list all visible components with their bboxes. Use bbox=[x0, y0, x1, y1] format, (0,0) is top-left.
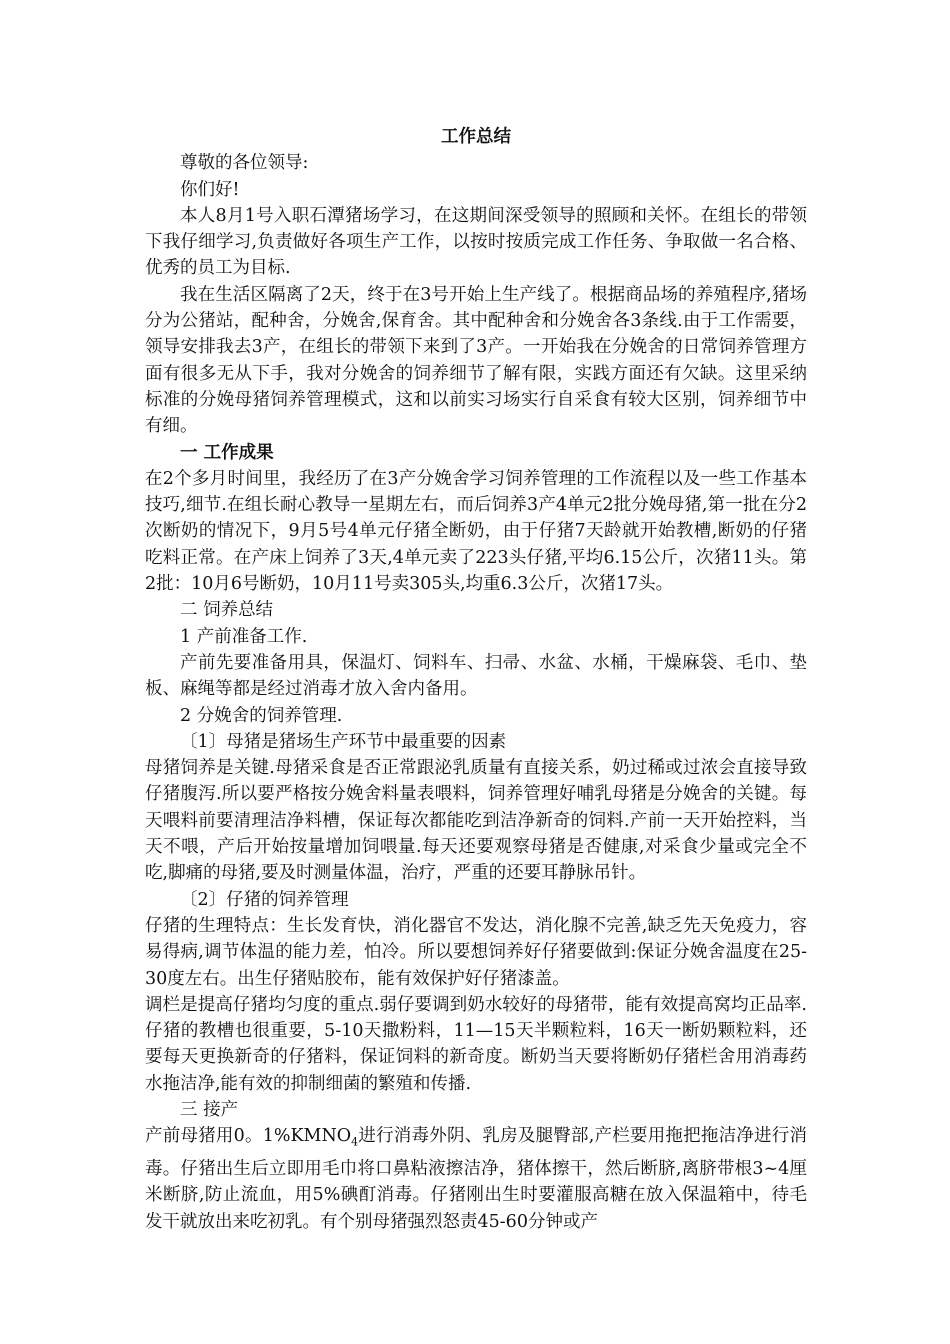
item-2-sub-1-paragraph: 母猪饲养是关键.母猪采食是否正常跟泌乳质量有直接关系，奶过稀或过浓会直接导致仔猪腹泻.所以要严格按分娩舍料量表喂料，饲养管理好哺乳母猪是分娩舍的关键。每天喂料前要清理洁净料槽，保证每次都能吃到洁净新奇的饲料.产前一天开始控料，当天不喂，产后开始按量增加饲喂量.每天还要观察母猪是否健康,对采食少量或完全不吃,脚痛的母猪,要及时测量体温，治疗，严重的还要耳静脉吊针。 bbox=[145, 758, 807, 884]
item-2-sub-2-paragraph-2: 调栏是提高仔猪均匀度的重点.弱仔要调到奶水较好的母猪带，能有效提高窝均正品率.仔猪的教槽也很重要，5-10天撒粉料，11—15天半颗粒料，16天一断奶颗粒料，还要每天更换新奇的仔猪料，保证饲料的新奇度。断奶当天要将断奶仔猪栏舍用消毒药水拖洁净,能有效的抑制细菌的繁殖和传播. bbox=[145, 994, 807, 1094]
section-3-heading: 三 接产 bbox=[180, 1099, 239, 1120]
section-1-heading: 一 工作成果 bbox=[180, 442, 274, 463]
intro-paragraph-1: 本人8月1号入职石潭猪场学习，在这期间深受领导的照顾和关怀。在组长的带领下我仔细学习,负责做好各项生产工作，以按时按质完成工作任务、争取做一名合格、优秀的员工为目标. bbox=[145, 205, 807, 279]
item-1-heading: 1 产前准备工作. bbox=[180, 626, 308, 647]
section-1-paragraph: 在2个多月时间里，我经历了在3产分娩舍学习饲养管理的工作流程以及一些工作基本技巧,细节.在组长耐心教导一星期左右，而后饲养3产4单元2批分娩母猪,第一批在分2次断奶的情况下，9月5号4单元仔猪全断奶，由于仔猪7天龄就开始教槽,断奶的仔猪吃料正常。在产床上饲养了3天,4单元卖了223头仔猪,平均6.15公斤，次猪11头。第2批：10月6号断奶，10月11号卖305头,均重6.3公斤，次猪17头。 bbox=[145, 468, 807, 595]
item-2-sub-1-heading: 〔1〕母猪是猪场生产环节中最重要的因素 bbox=[180, 731, 507, 752]
item-1-paragraph: 产前先要准备用具，保温灯、饲料车、扫帚、水盆、水桶，干燥麻袋、毛巾、垫板、麻绳等都是经过消毒才放入舍内备用。 bbox=[145, 652, 807, 700]
greeting: 你们好! bbox=[180, 179, 240, 200]
section-2-heading: 二 饲养总结 bbox=[180, 600, 274, 621]
intro-paragraph-2: 我在生活区隔离了2天，终于在3号开始上生产线了。根据商品场的养殖程序,猪场分为公猪站，配种舍，分娩舍,保育舍。其中配种舍和分娩舍各3条线.由于工作需要，领导安排我去3产，在组长的带领下来到了3产。一开始我在分娩舍的日常饲养管理方面有很多无从下手，我对分娩舍的饲养细节了解有限，实践方面还有欠缺。这里采纳标准的分娩母猪饲养管理模式，这和以前实习场实行自采食有较大区别，饲养细节中有细。 bbox=[145, 284, 807, 437]
section-3-paragraph bbox=[145, 1123, 807, 1235]
document-title: 工作总结 bbox=[441, 127, 511, 147]
section-3-text-pre: 产前母猪用0。1%KMNO bbox=[145, 1126, 352, 1147]
item-2-sub-2-paragraph-1: 仔猪的生理特点：生长发育快，消化器官不发达，消化腺不完善,缺乏先天免疫力，容易得病,调节体温的能力差，怕冷。所以要想饲养好仔猪要做到:保证分娩舍温度在25-30度左右。出生仔猪贴胶布，能有效保护好仔猪漆盖。 bbox=[145, 915, 807, 989]
item-2-sub-2-heading: 〔2〕仔猪的饲养管理 bbox=[180, 889, 349, 910]
item-2-heading: 2 分娩舍的饲养管理. bbox=[180, 705, 343, 726]
section-3-subscript: 4 bbox=[351, 1135, 359, 1149]
document-body bbox=[145, 124, 807, 1235]
salutation: 尊敬的各位领导: bbox=[180, 153, 309, 174]
section-3-text-post: 进行消毒外阴、乳房及腿臀部,产栏要用拖把拖洁净进行消毒。仔猪出生后立即用毛巾将口鼻粘液擦洁净，猪体擦干，然后断脐,离脐带根3~4厘米断脐,防止流血，用5%碘酊消毒。仔猪刚出生时要灌服高糖在放入保温箱中，待毛发干就放出来吃初乳。有个别母猪强烈怒责45-60分钟或产 bbox=[145, 1126, 807, 1232]
